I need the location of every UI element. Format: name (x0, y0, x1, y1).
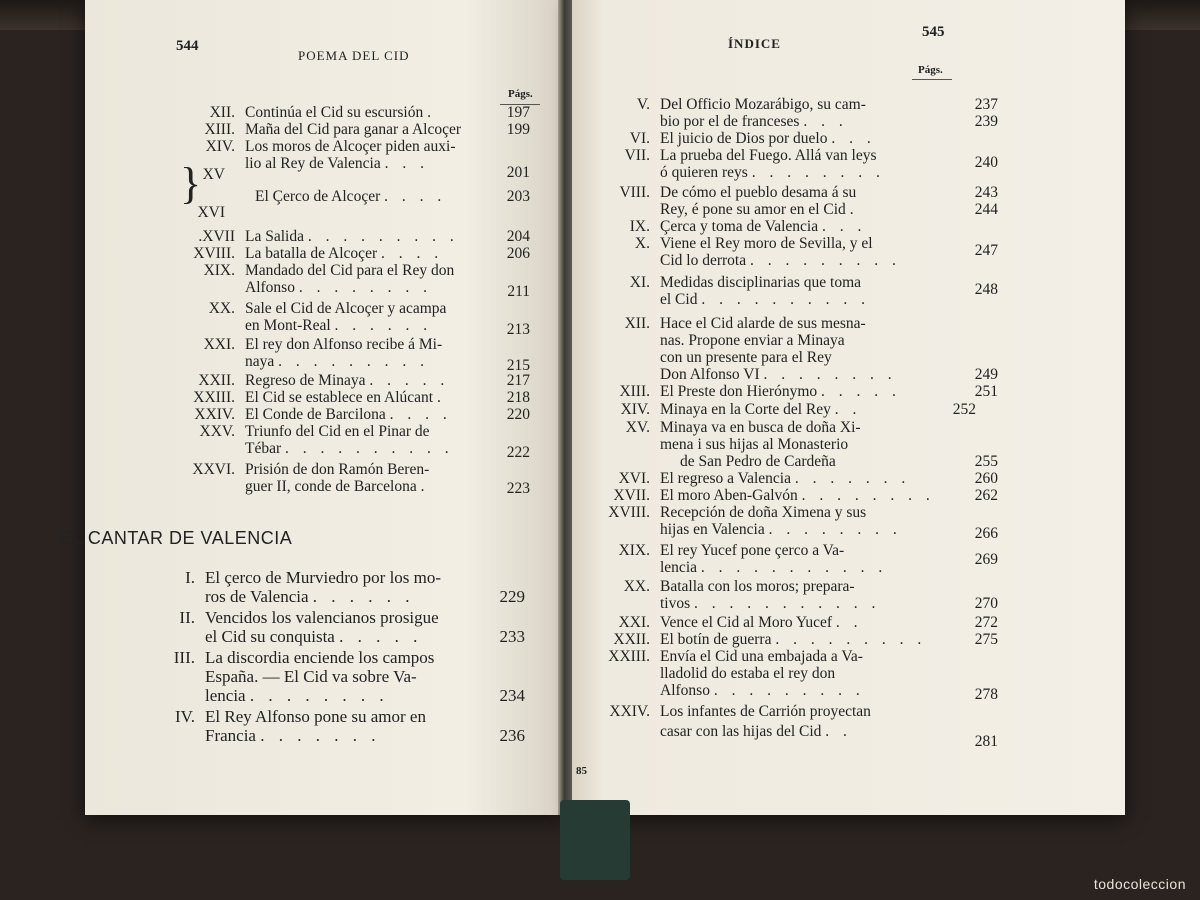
entry-page: 217 (506, 372, 530, 389)
entry-title: El Rey Alfonso pone su amor en (205, 707, 426, 726)
entry-title-line: España. — El Cid va sobre Va- (205, 667, 417, 686)
entry-title: Hace el Cid alarde de sus mesna- (660, 315, 866, 332)
entry-page: 206 (506, 245, 530, 262)
entry-title: De cómo el pueblo desama á su (660, 184, 857, 201)
entry-number: .XVII (198, 228, 235, 245)
entry-title: El rey Yucef pone çerco a Va- (660, 542, 845, 559)
entry-number: XXII. (198, 372, 235, 389)
brace-mark: } (180, 159, 202, 208)
entry-page: 220 (506, 406, 530, 423)
entry-page: 229 (499, 587, 525, 606)
entry-title: El moro Aben-Galvón . . . . . . . . (660, 487, 935, 504)
entry-number: XV. (625, 419, 650, 436)
entry-page: 236 (499, 726, 525, 745)
left-running-head: POEMA DEL CID (298, 48, 410, 63)
entry-title: Vence el Cid al Moro Yucef . . (660, 614, 863, 631)
entry-page: 204 (506, 228, 530, 245)
entry-title: Del Officio Mozarábigo, su cam- (660, 96, 866, 113)
entry-title: Çerca y toma de Valencia . . . (660, 218, 867, 235)
entry-page: 251 (974, 383, 998, 400)
section-heading: EL CANTAR DE VALENCIA (60, 528, 293, 548)
page-footer-mark: 85 (576, 765, 587, 777)
entry-title: Vencidos los valencianos prosigue (205, 608, 439, 627)
entry-number: III. (173, 648, 195, 667)
entry-page: 237 (974, 96, 998, 113)
entry-number: XXVI. (192, 461, 235, 478)
entry-title: El regreso a Valencia . . . . . . . (660, 470, 911, 487)
entry-page: 252 (952, 401, 976, 418)
entry-title-line: con un presente para el Rey (660, 349, 832, 366)
entry-page: 266 (974, 525, 998, 542)
right-page-number: 545 (922, 24, 945, 40)
entry-title-line: Don Alfonso VI . . . . . . . . (660, 366, 897, 383)
entry-title-line: nas. Propone enviar a Minaya (660, 332, 845, 349)
entry-page: 239 (974, 113, 998, 130)
entry-number: XIX. (203, 262, 235, 279)
entry-number: XXII. (613, 631, 650, 648)
entry-number: IV. (175, 707, 195, 726)
entry-title-line: guer II, conde de Barcelona . (245, 478, 430, 495)
entry-title: El juicio de Dios por duelo . . . (660, 130, 876, 147)
entry-title-line: naya . . . . . . . . . (245, 353, 430, 370)
entry-number: XVIII. (193, 245, 235, 262)
entry-title: Prisión de don Ramón Beren- (245, 461, 430, 478)
entry-number: XXIII. (193, 389, 235, 406)
entry-number: XIII. (619, 383, 650, 400)
entry-title-line: Rey, é pone su amor en el Cid . (660, 201, 859, 218)
entry-title: Minaya va en busca de doña Xi- (660, 419, 861, 436)
entry-title-line: ó quieren reys . . . . . . . . (660, 164, 885, 181)
entry-page: 262 (974, 487, 998, 504)
entry-title-line: el Cid su conquista . . . . . (205, 627, 423, 646)
entry-title: Envía el Cid una embajada a Va- (660, 648, 863, 665)
entry-title: El rey don Alfonso recibe á Mi- (245, 336, 443, 353)
entry-number: XX. (208, 300, 235, 317)
entry-page: 203 (506, 188, 530, 205)
entry-title: Los moros de Alcoçer piden auxi- (245, 138, 456, 155)
entry-title: El Cid se establece en Alúcant . (245, 389, 446, 406)
entry-title: Triunfo del Cid en el Pinar de (245, 423, 430, 440)
entry-page: 197 (506, 104, 530, 121)
entry-title: Viene el Rey moro de Sevilla, y el (660, 235, 873, 252)
entry-title: Minaya en la Corte del Rey . . (660, 401, 862, 418)
entry-title: Mandado del Cid para el Rey don (245, 262, 455, 279)
entry-number: XXIV. (194, 406, 235, 423)
entry-title: Maña del Cid para ganar a Alcoçer (245, 121, 462, 138)
entry-title-line: lio al Rey de Valencia . . . (245, 155, 429, 172)
entry-title: El botín de guerra . . . . . . . . . (660, 631, 927, 648)
entry-title-line: mena i sus hijas al Monasterio (660, 436, 849, 453)
entry-title: La prueba del Fuego. Allá van leys (660, 147, 877, 164)
entry-title: La Salida . . . . . . . . . (245, 228, 459, 245)
entry-page: 260 (974, 470, 998, 487)
entry-number: XIV. (620, 401, 650, 418)
entry-title: Los infantes de Carrión proyectan (660, 703, 871, 720)
entry-number: XIX. (618, 542, 650, 559)
entry-page: 234 (499, 686, 525, 705)
entry-page: 270 (974, 595, 998, 612)
left-toc (60, 104, 540, 504)
entry-page: 243 (974, 184, 998, 201)
entry-page: 272 (974, 614, 998, 631)
left-pags-label: Págs. (508, 88, 533, 100)
right-pags-label: Págs. (918, 64, 943, 76)
entry-number: XI. (629, 274, 650, 291)
entry-title: La discordia enciende los campos (205, 648, 435, 667)
entry-page: 269 (974, 551, 998, 568)
entry-number: XII. (624, 315, 650, 332)
entry-number: XX. (623, 578, 650, 595)
entry-title: Recepción de doña Ximena y sus (660, 504, 867, 521)
entry-title: La batalla de Alcoçer . . . . (245, 245, 444, 262)
entry-title-line: hijas en Valencia . . . . . . . . (660, 521, 902, 538)
entry-number: I. (185, 568, 195, 587)
entry-page: 211 (507, 283, 530, 300)
entry-title-line: Cid lo derrota . . . . . . . . . (660, 252, 901, 269)
entry-page: 247 (974, 242, 998, 259)
entry-number: VIII. (619, 184, 650, 201)
left-toc-section (60, 568, 540, 758)
entry-title-line: bio por el de franceses . . . (660, 113, 848, 130)
entry-title-line: Tébar . . . . . . . . . . (245, 440, 454, 457)
entry-title-line: en Mont-Real . . . . . . (245, 317, 433, 334)
entry-number: XXI. (618, 614, 650, 631)
entry-number: XVI. (618, 470, 650, 487)
entry-number: XVIII. (608, 504, 650, 521)
entry-title: Batalla con los moros; prepara- (660, 578, 855, 595)
entry-number: XXIV. (609, 703, 650, 720)
entry-page: 222 (506, 444, 530, 461)
entry-title-line: Alfonso . . . . . . . . (245, 279, 432, 296)
entry-page: 244 (974, 201, 998, 218)
entry-page: 248 (974, 281, 998, 298)
watermark-logo: todocoleccion (1093, 876, 1186, 892)
entry-title-line: Francia . . . . . . . (205, 726, 381, 745)
entry-title: El Conde de Barcilona . . . . (245, 406, 452, 423)
entry-page: 223 (506, 480, 530, 497)
entry-title-line: de San Pedro de Cardeña (680, 453, 836, 470)
entry-page: 199 (506, 121, 530, 138)
entry-page: 213 (506, 321, 530, 338)
entry-title: Sale el Cid de Alcoçer y acampa (245, 300, 447, 317)
entry-title: El çerco de Murviedro por los mo- (205, 568, 442, 587)
entry-page: 218 (506, 389, 530, 406)
left-page-number: 544 (176, 38, 199, 54)
entry-number: XV (202, 166, 225, 183)
entry-title-line: ros de Valencia . . . . . . (205, 587, 415, 606)
book-spine (560, 800, 630, 880)
entry-number: VII. (624, 147, 650, 164)
entry-number: VI. (629, 130, 650, 147)
entry-title-line: el Cid . . . . . . . . . . (660, 291, 870, 308)
entry-title-line: Alfonso . . . . . . . . . (660, 682, 865, 699)
entry-title-line: casar con las hijas del Cid . . (660, 723, 852, 740)
entry-title-line: lencia . . . . . . . . (205, 686, 389, 705)
entry-page: 255 (974, 453, 998, 470)
entry-page: 278 (974, 686, 998, 703)
entry-number: XVII. (613, 487, 650, 504)
entry-title: Continúa el Cid su escursión . (245, 104, 436, 121)
right-toc (500, 96, 1020, 766)
entry-page: 233 (499, 627, 525, 646)
entry-title: Regreso de Minaya . . . . . (245, 372, 450, 389)
entry-page: 240 (974, 154, 998, 171)
entry-title-line: lladolid do estaba el rey don (660, 665, 836, 682)
entry-page: 215 (506, 357, 530, 374)
entry-number: XXV. (199, 423, 235, 440)
entry-number: IX. (629, 218, 650, 235)
entry-title: El Çerco de Alcoçer . . . . (255, 188, 447, 205)
entry-number: XIII. (204, 121, 235, 138)
right-pags-rule (912, 79, 952, 80)
entry-number: XXI. (203, 336, 235, 353)
entry-title-line: lencia . . . . . . . . . . . (660, 559, 888, 576)
entry-page: 281 (974, 733, 998, 750)
entry-number: XII. (209, 104, 235, 121)
entry-number: XXIII. (608, 648, 650, 665)
entry-page: 201 (506, 164, 530, 181)
entry-number: XIV. (205, 138, 235, 155)
entry-page: 275 (974, 631, 998, 648)
entry-page: 249 (974, 366, 998, 383)
entry-number: XVI (197, 204, 225, 221)
entry-title: El Preste don Hierónymo . . . . . (660, 383, 901, 400)
entry-number: X. (634, 235, 650, 252)
entry-number: II. (179, 608, 195, 627)
entry-title: Medidas disciplinarias que toma (660, 274, 862, 291)
right-running-head: ÍNDICE (728, 36, 781, 51)
entry-number: V. (636, 96, 650, 113)
entry-title-line: tivos . . . . . . . . . . . (660, 595, 881, 612)
